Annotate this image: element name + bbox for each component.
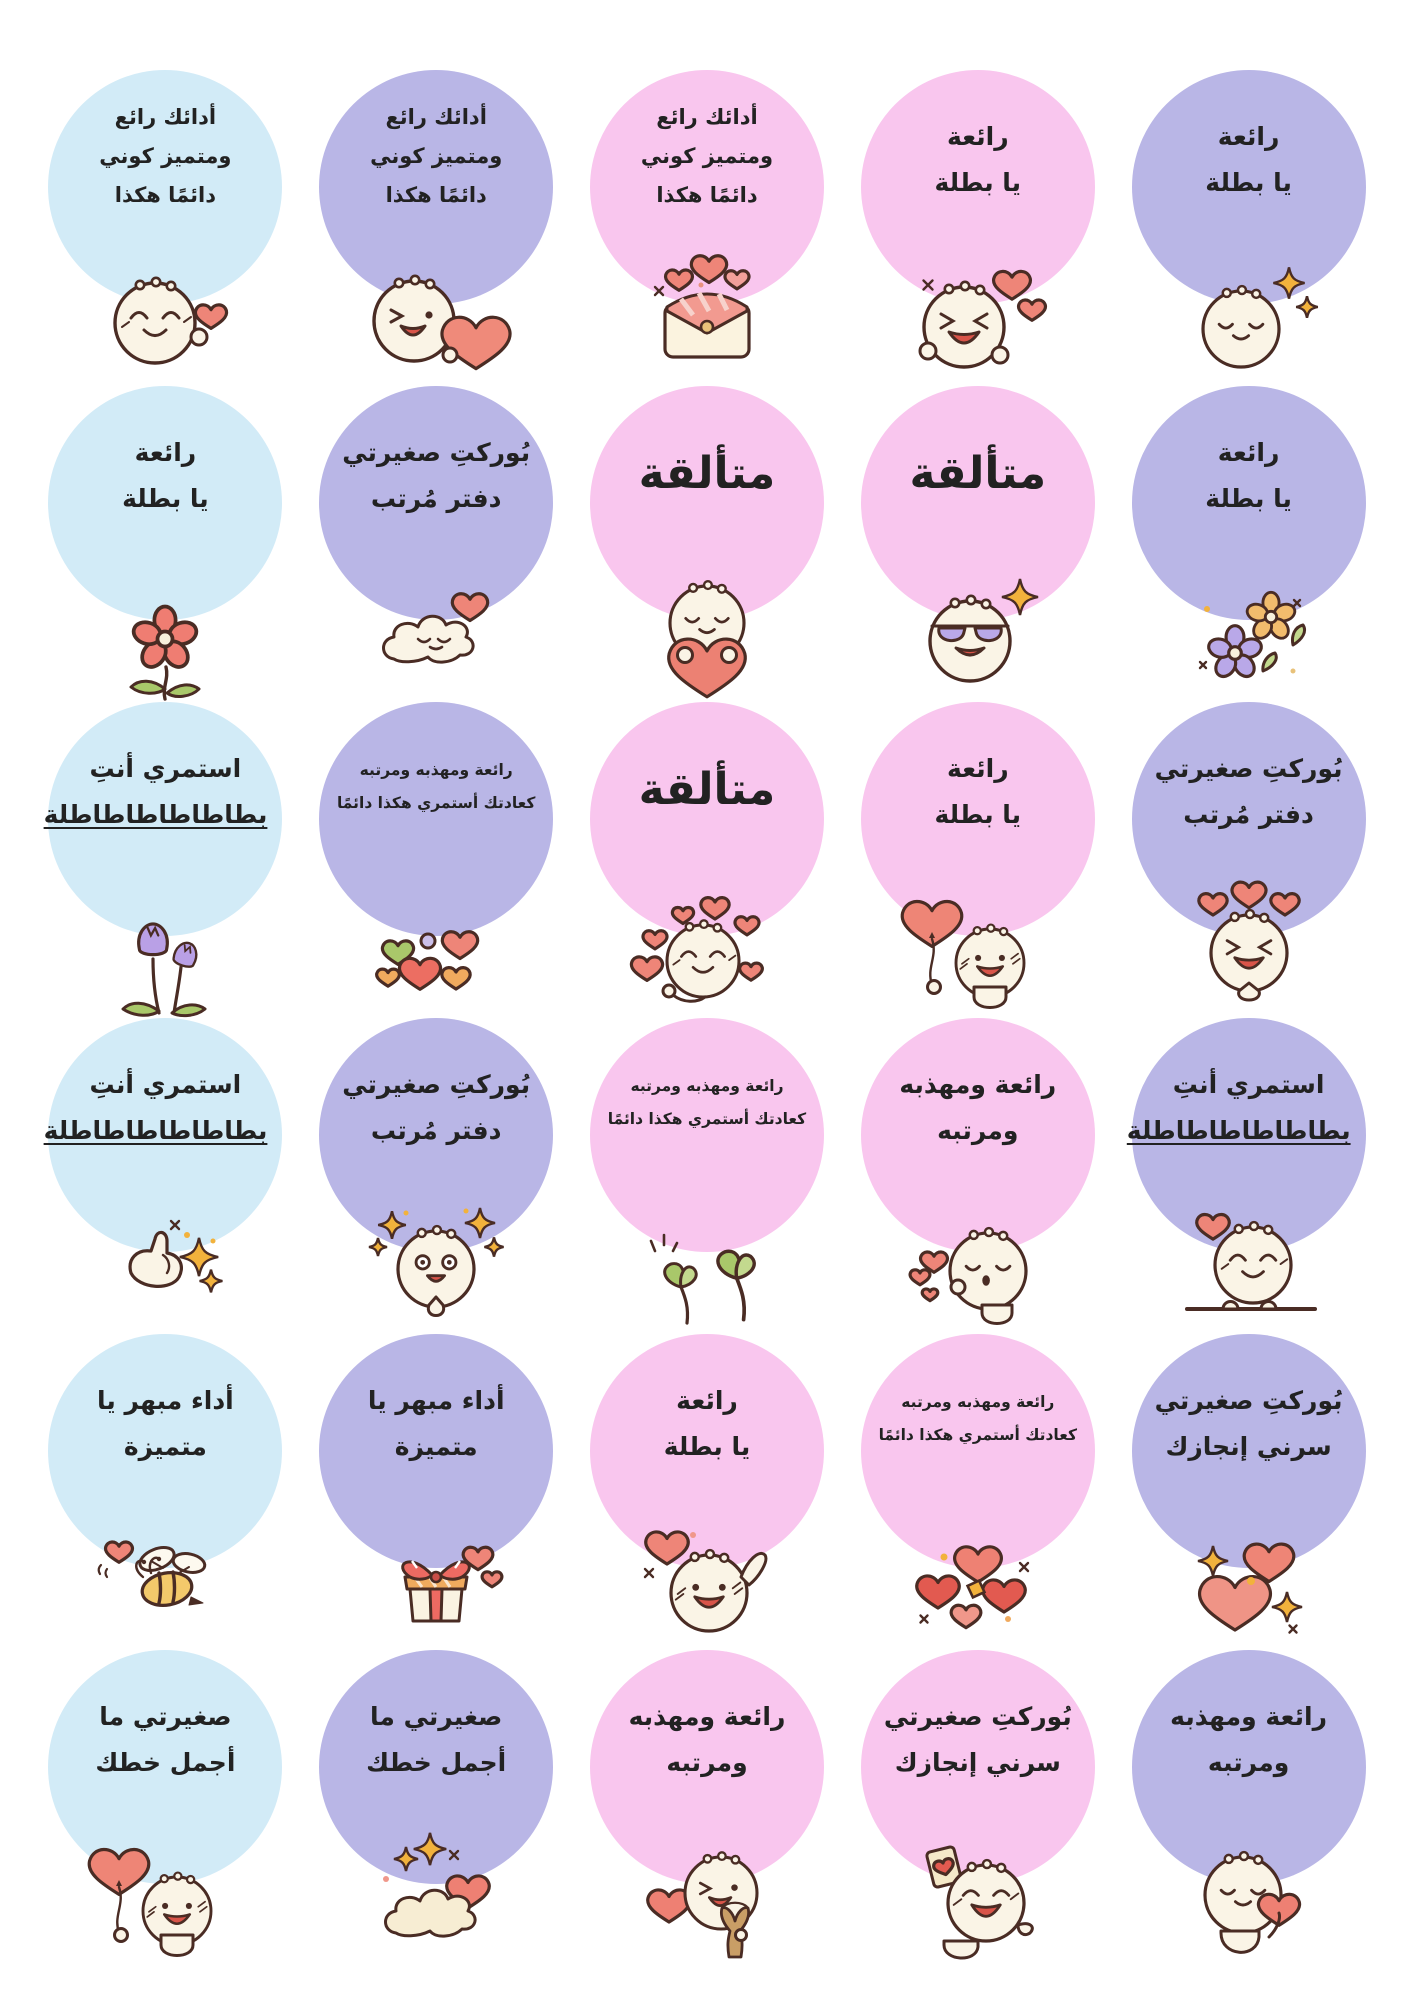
sticker-text-line: أداء مبهر يا xyxy=(97,1386,234,1415)
sticker-text xyxy=(605,1650,809,1787)
sticker-text xyxy=(1147,702,1351,839)
sticker-circle xyxy=(1132,1650,1366,1884)
sticker-text-line: رائعة ومهذبه xyxy=(628,1702,786,1731)
sticker-circle xyxy=(43,1018,282,1252)
sticker-text xyxy=(605,1334,809,1471)
sticker-text-line: ومرتبه xyxy=(1207,1748,1290,1778)
sticker-r2-c3 xyxy=(581,386,833,686)
sticker-r4-c4 xyxy=(852,1018,1104,1318)
sticker-text-line: يا بطلة xyxy=(663,1432,751,1462)
sticker-r2-c5 xyxy=(1123,386,1375,686)
sticker-r5-c4 xyxy=(852,1334,1104,1634)
sticker-text-line: ومتميز كوني xyxy=(640,143,774,168)
sticker-text xyxy=(43,702,268,839)
sticker-text-line: استمري أنتِ xyxy=(1172,1070,1325,1099)
sticker-text-line: دائمًا هكذا xyxy=(385,182,487,207)
sticker-r3-c4 xyxy=(852,702,1104,1002)
sticker-text-line: متميزة xyxy=(123,1432,207,1462)
sticker-text xyxy=(1126,1018,1351,1155)
sticker-r6-c2 xyxy=(310,1650,562,1950)
sticker-text-line: سرني إنجازك xyxy=(894,1748,1061,1778)
sticker-r3-c5 xyxy=(1123,702,1375,1002)
sticker-text-line: رائعة xyxy=(134,438,197,467)
sticker-text-line: ومتميز كوني xyxy=(99,143,232,168)
sticker-text-line: كعادتك أستمري هكذا دائمًا xyxy=(607,1110,807,1129)
sticker-text-line: يا بطلة xyxy=(934,800,1022,830)
sticker-r3-c2 xyxy=(310,702,562,1002)
sticker-circle xyxy=(48,1334,282,1568)
sticker-r1-c4 xyxy=(852,70,1104,370)
sticker-text-line: رائعة xyxy=(946,754,1009,783)
sticker-text-line: أدائك رائع xyxy=(385,105,487,129)
sticker-r1-c5 xyxy=(1123,70,1375,370)
sticker-circle xyxy=(1132,386,1366,620)
sticker-text-line: استمري أنتِ xyxy=(89,1070,242,1099)
sticker-r6-c1 xyxy=(39,1650,291,1950)
sticker-r4-c3 xyxy=(581,1018,833,1318)
sticker-text-line: بطاطاطاطاطاطلة xyxy=(1126,1116,1351,1146)
sticker-text xyxy=(334,702,538,821)
sticker-circle xyxy=(319,70,553,304)
sticker-circle xyxy=(590,386,824,620)
sticker-text-line: أجمل خطك xyxy=(95,1748,236,1778)
sticker-circle xyxy=(319,1650,553,1884)
sticker-circle xyxy=(861,1018,1095,1252)
sticker-text xyxy=(63,386,267,523)
sticker-circle xyxy=(590,70,824,304)
sticker-text xyxy=(334,386,538,523)
sticker-circle xyxy=(1132,1334,1366,1568)
sticker-text-line: دفتر مُرتب xyxy=(370,484,502,514)
sticker-text xyxy=(334,1650,538,1787)
sticker-circle xyxy=(43,702,282,936)
sticker-circle xyxy=(1132,70,1366,304)
sticker-r1-c1 xyxy=(39,70,291,370)
sticker-text-line: رائعة ومهذبه ومرتبه xyxy=(901,1393,1055,1411)
sticker-circle xyxy=(590,1650,824,1884)
sticker-text xyxy=(605,1018,809,1137)
sticker-r6-c5 xyxy=(1123,1650,1375,1950)
sticker-text-line: رائعة ومهذبه ومرتبه xyxy=(359,761,513,779)
sticker-circle xyxy=(48,386,282,620)
sticker-text-line: رائعة xyxy=(946,122,1009,151)
sticker-text-line: ومرتبه xyxy=(937,1116,1019,1146)
sticker-r5-c3 xyxy=(581,1334,833,1634)
sticker-text xyxy=(876,1018,1080,1155)
sticker-circle xyxy=(1126,1018,1366,1252)
sticker-text-line: رائعة xyxy=(1217,122,1280,151)
sticker-r5-c5 xyxy=(1123,1334,1375,1634)
sticker-text-line: سرني إنجازك xyxy=(1165,1432,1332,1462)
sticker-text xyxy=(605,386,809,501)
sticker-text xyxy=(1147,386,1351,523)
sticker-text-line: رائعة ومهذبه xyxy=(1170,1702,1327,1731)
sticker-circle xyxy=(861,702,1095,936)
sticker-r3-c3 xyxy=(581,702,833,1002)
sticker-circle xyxy=(48,70,282,304)
sticker-text-line: بُوركتِ صغيرتي xyxy=(883,1702,1072,1731)
sticker-text-line: استمري أنتِ xyxy=(89,754,242,783)
sticker-text-line: بُوركتِ صغيرتي xyxy=(1154,1386,1343,1415)
sticker-circle xyxy=(590,1334,824,1568)
sticker-text-line: بُوركتِ صغيرتي xyxy=(342,1070,531,1099)
sticker-r3-c1 xyxy=(39,702,291,1002)
sticker-text-line: ومرتبه xyxy=(666,1748,748,1778)
sticker-text-line: أدائك رائع xyxy=(114,105,217,129)
sticker-text-line: يا بطلة xyxy=(122,484,209,514)
sticker-text-line: بطاطاطاطاطاطلة xyxy=(43,800,268,830)
sticker-r1-c2 xyxy=(310,70,562,370)
sticker-text-line: رائعة ومهذبه xyxy=(899,1070,1057,1099)
sticker-circle xyxy=(861,386,1095,620)
sticker-circle xyxy=(319,702,553,936)
sticker-circle xyxy=(319,1334,553,1568)
sticker-text-line: دفتر مُرتب xyxy=(370,1116,502,1146)
sticker-text xyxy=(876,1650,1080,1787)
sticker-text xyxy=(1147,1650,1351,1787)
sticker-text-line: دائمًا هكذا xyxy=(656,182,758,207)
sticker-text-line: متألقة xyxy=(909,448,1047,499)
sticker-text xyxy=(63,1334,267,1471)
sticker-r2-c1 xyxy=(39,386,291,686)
sticker-r2-c4 xyxy=(852,386,1104,686)
sticker-text-line: يا بطلة xyxy=(1205,484,1292,514)
sticker-text xyxy=(876,1334,1080,1453)
sticker-circle xyxy=(861,1334,1095,1568)
sticker-r5-c2 xyxy=(310,1334,562,1634)
sticker-text-line: متميزة xyxy=(394,1432,478,1462)
sticker-r4-c5 xyxy=(1123,1018,1375,1318)
sticker-r4-c2 xyxy=(310,1018,562,1318)
sticker-r6-c3 xyxy=(581,1650,833,1950)
sticker-circle xyxy=(1132,702,1366,936)
sticker-text xyxy=(605,702,809,817)
sticker-text-line: صغيرتي ما xyxy=(99,1702,232,1731)
sticker-r5-c1 xyxy=(39,1334,291,1634)
sticker-r1-c3 xyxy=(581,70,833,370)
sticker-text xyxy=(63,1650,267,1787)
sticker-text xyxy=(876,386,1080,501)
sticker-text-line: رائعة xyxy=(676,1386,738,1415)
sticker-text-line: بُوركتِ صغيرتي xyxy=(342,438,531,467)
sticker-text-line: دائمًا هكذا xyxy=(114,182,217,207)
sticker-text-line: ومتميز كوني xyxy=(370,143,503,168)
sticker-text-line: يا بطلة xyxy=(934,168,1022,198)
sticker-text xyxy=(63,70,267,215)
sticker-text-line: متألقة xyxy=(638,764,776,815)
sticker-text-line: أجمل خطك xyxy=(366,1748,507,1778)
sticker-text xyxy=(334,1018,538,1155)
sticker-r6-c4 xyxy=(852,1650,1104,1950)
sticker-r4-c1 xyxy=(39,1018,291,1318)
sticker-circle xyxy=(861,1650,1095,1884)
sticker-text xyxy=(1147,1334,1351,1471)
sticker-circle xyxy=(590,1018,824,1252)
sticker-text xyxy=(876,702,1080,839)
sticker-text-line: بُوركتِ صغيرتي xyxy=(1154,754,1343,783)
sticker-text xyxy=(43,1018,268,1155)
sticker-text-line: رائعة xyxy=(1217,438,1280,467)
sticker-text xyxy=(334,70,538,215)
sticker-circle xyxy=(319,386,553,620)
sticker-circle xyxy=(48,1650,282,1884)
sticker-text-line: أداء مبهر يا xyxy=(367,1386,505,1415)
sticker-text-line: رائعة ومهذبه ومرتبه xyxy=(630,1077,784,1095)
sticker-text-line: كعادتك أستمري هكذا دائمًا xyxy=(336,794,536,813)
sticker-text xyxy=(876,70,1080,207)
sticker-circle xyxy=(319,1018,553,1252)
sticker-text-line: دفتر مُرتب xyxy=(1183,800,1314,830)
sticker-circle xyxy=(861,70,1095,304)
sticker-text-line: متألقة xyxy=(638,448,776,499)
sticker-text xyxy=(1147,70,1351,207)
sticker-text-line: يا بطلة xyxy=(1205,168,1292,198)
sticker-text-line: صغيرتي ما xyxy=(370,1702,503,1731)
sticker-text-line: كعادتك أستمري هكذا دائمًا xyxy=(878,1426,1077,1445)
sticker-circle xyxy=(590,702,824,936)
sticker-text xyxy=(334,1334,538,1471)
sticker-text xyxy=(605,70,809,215)
sticker-r2-c2 xyxy=(310,386,562,686)
sticker-text-line: أدائك رائع xyxy=(656,105,758,129)
sticker-text-line: بطاطاطاطاطاطلة xyxy=(43,1116,268,1146)
